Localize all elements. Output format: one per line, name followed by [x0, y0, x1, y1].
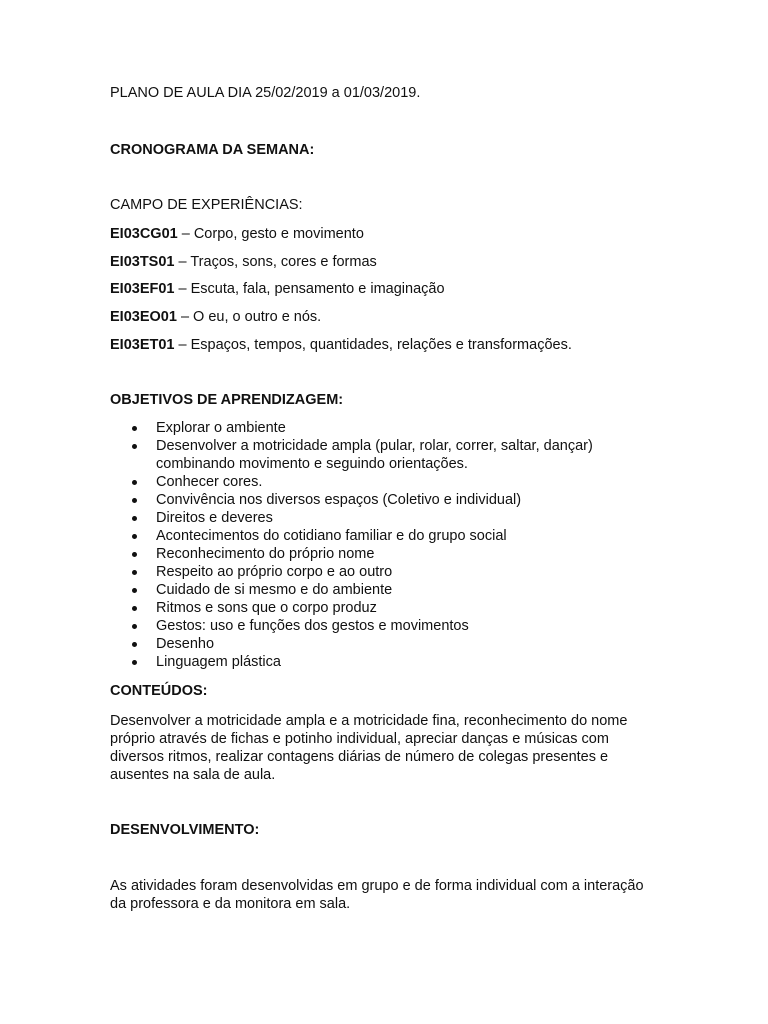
campo-line: [110, 309, 321, 325]
document-title: PLANO DE AULA DIA 25/02/2019 a 01/03/2019.: [110, 85, 421, 101]
campo-code: EI03EF01: [110, 281, 175, 297]
campo-line: [110, 337, 572, 353]
list-item-text: Cuidado de si mesmo e do ambiente: [156, 582, 393, 598]
list-item-text: Desenho: [156, 636, 215, 652]
list-item: [110, 527, 650, 545]
bullet-icon: [132, 444, 137, 449]
bullet-icon: [132, 534, 137, 539]
list-item: [110, 581, 650, 599]
list-item: [110, 635, 650, 653]
campo-text: – Traços, sons, cores e formas: [174, 254, 377, 270]
list-item: [110, 473, 650, 491]
conteudos-heading: CONTEÚDOS:: [110, 683, 208, 699]
campo-line: [110, 226, 364, 242]
list-item: [110, 419, 650, 437]
desenvolvimento-heading: DESENVOLVIMENTO:: [110, 822, 260, 838]
list-item: [110, 653, 650, 671]
list-item-text: Direitos e deveres: [156, 510, 273, 526]
conteudos-paragraph: Desenvolver a motricidade ampla e a motricidade fina, reconhecimento do nome próprio através de fichas e potinho individual, apreciar danças e músicas com diversos ritmos, realizar contagens diárias de número de colegas presentes e ausentes na sala de aula.: [110, 713, 628, 783]
list-item-text: Reconhecimento do próprio nome: [156, 546, 375, 562]
list-item-text: Respeito ao próprio corpo e ao outro: [156, 564, 393, 580]
bullet-icon: [132, 426, 137, 431]
campo-code: EI03CG01: [110, 226, 178, 242]
bullet-icon: [132, 624, 137, 629]
bullet-icon: [132, 480, 137, 485]
list-item-text: Conhecer cores.: [156, 474, 263, 490]
list-item: [110, 437, 650, 473]
list-item: [110, 599, 650, 617]
objetivos-list: [110, 419, 650, 671]
campo-code: EI03ET01: [110, 337, 175, 353]
objetivos-heading: OBJETIVOS DE APRENDIZAGEM:: [110, 392, 344, 408]
campo-line: [110, 281, 445, 297]
campo-text: – Corpo, gesto e movimento: [177, 226, 364, 242]
bullet-icon: [132, 642, 137, 647]
bullet-icon: [132, 498, 137, 503]
desenvolvimento-paragraph: As atividades foram desenvolvidas em grupo e de forma individual com a interação da professora e da monitora em sala.: [110, 878, 644, 912]
list-item-text: Ritmos e sons que o corpo produz: [156, 600, 377, 616]
campo-line: [110, 254, 377, 270]
list-item-text: Explorar o ambiente: [156, 420, 286, 436]
list-item: [110, 545, 650, 563]
campo-code: EI03TS01: [110, 254, 175, 270]
bullet-icon: [132, 552, 137, 557]
bullet-icon: [132, 570, 137, 575]
list-item-text: Gestos: uso e funções dos gestos e movimentos: [156, 618, 469, 634]
bullet-icon: [132, 606, 137, 611]
list-item: [110, 491, 650, 509]
list-item: [110, 617, 650, 635]
list-item: [110, 509, 650, 527]
campo-code: EI03EO01: [110, 309, 177, 325]
bullet-icon: [132, 516, 137, 521]
list-item-text: Convivência nos diversos espaços (Coletivo e individual): [156, 492, 522, 508]
list-item-text: Acontecimentos do cotidiano familiar e do grupo social: [156, 528, 507, 544]
bullet-icon: [132, 660, 137, 665]
campo-heading: CAMPO DE EXPERIÊNCIAS:: [110, 197, 303, 213]
cronograma-heading: CRONOGRAMA DA SEMANA:: [110, 142, 315, 158]
campo-text: – Espaços, tempos, quantidades, relações e transformações.: [174, 337, 572, 353]
campo-text: – Escuta, fala, pensamento e imaginação: [174, 281, 445, 297]
bullet-icon: [132, 588, 137, 593]
list-item-text: Desenvolver a motricidade ampla (pular, rolar, correr, saltar, dançar) combinando movimento e seguindo orientações.: [156, 438, 593, 472]
list-item: [110, 563, 650, 581]
campo-text: – O eu, o outro e nós.: [176, 309, 322, 325]
list-item-text: Linguagem plástica: [156, 654, 281, 670]
